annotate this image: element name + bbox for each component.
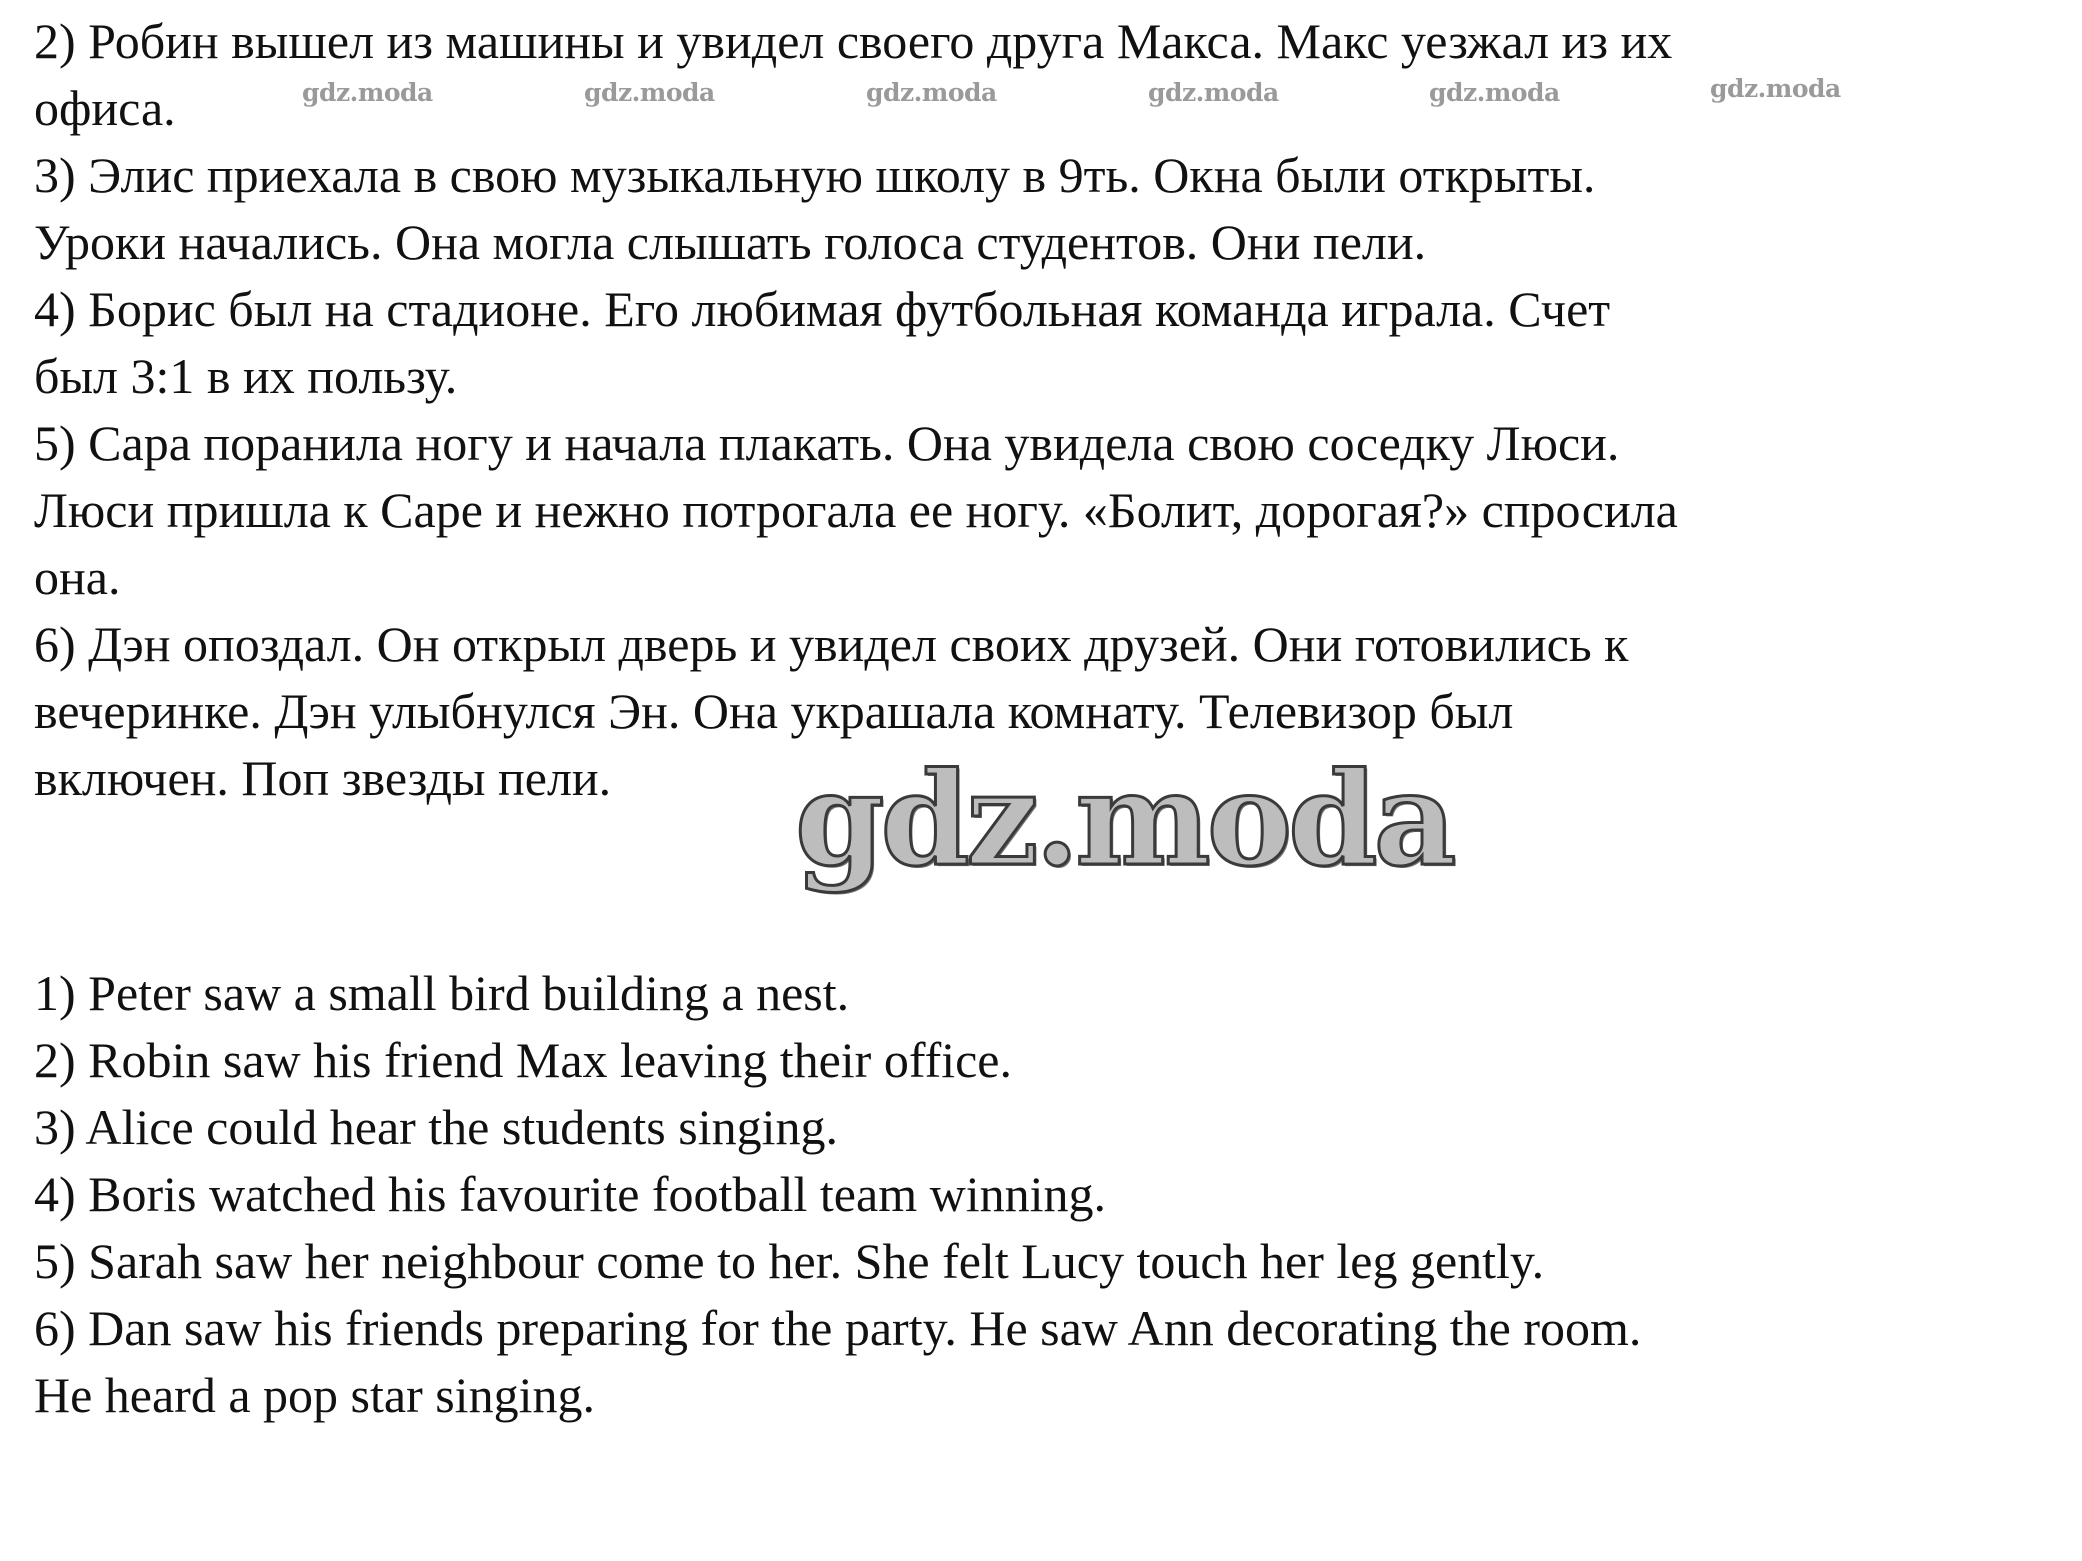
text-line: она. bbox=[34, 549, 121, 605]
watermark-small: gdz.moda bbox=[302, 78, 433, 107]
text-line: вечеринке. Дэн улыбнулся Эн. Она украшала комнату. Телевизор был bbox=[34, 683, 1514, 739]
watermark-small: gdz.moda bbox=[1710, 74, 1841, 103]
answer-line: 4) Boris watched his favourite football team winning. bbox=[34, 1166, 1106, 1222]
watermark-small: gdz.moda bbox=[866, 78, 997, 107]
text-line: Уроки начались. Она могла слышать голоса студентов. Они пели. bbox=[34, 214, 1427, 270]
answer-line: 2) Robin saw his friend Max leaving their office. bbox=[34, 1032, 1013, 1088]
answer-line: He heard a pop star singing. bbox=[34, 1367, 595, 1423]
watermark-small: gdz.moda bbox=[1429, 78, 1560, 107]
answer-line: 6) Dan saw his friends preparing for the party. He saw Ann decorating the room. bbox=[34, 1300, 1642, 1356]
russian-translation-block bbox=[34, 8, 1678, 812]
text-line: 3) Элис приехала в свою музыкальную школу в 9ть. Окна были открыты. bbox=[34, 147, 1596, 203]
watermark-small: gdz.moda bbox=[1148, 78, 1279, 107]
text-line: был 3:1 в их пользу. bbox=[34, 348, 458, 404]
english-answers-block bbox=[34, 960, 1641, 1429]
answer-line: 1) Peter saw a small bird building a nest. bbox=[34, 965, 850, 1021]
answer-line: 5) Sarah saw her neighbour come to her. She felt Lucy touch her leg gently. bbox=[34, 1233, 1545, 1289]
text-line: включен. Поп звезды пели. bbox=[34, 750, 612, 806]
watermark-large: gdz.moda bbox=[795, 745, 1453, 895]
watermark-small: gdz.moda bbox=[584, 78, 715, 107]
text-line: 5) Сара поранила ногу и начала плакать. Она увидела свою соседку Люси. bbox=[34, 415, 1620, 471]
text-line: 2) Робин вышел из машины и увидел своего друга Макса. Макс уезжал из их bbox=[34, 13, 1673, 69]
text-line: офиса. bbox=[34, 80, 176, 136]
text-line: Люси пришла к Саре и нежно потрогала ее ногу. «Болит, дорогая?» спросила bbox=[34, 482, 1678, 538]
text-line: 6) Дэн опоздал. Он открыл дверь и увидел своих друзей. Они готовились к bbox=[34, 616, 1629, 672]
answer-line: 3) Alice could hear the students singing. bbox=[34, 1099, 839, 1155]
text-line: 4) Борис был на стадионе. Его любимая футбольная команда играла. Счет bbox=[34, 281, 1611, 337]
